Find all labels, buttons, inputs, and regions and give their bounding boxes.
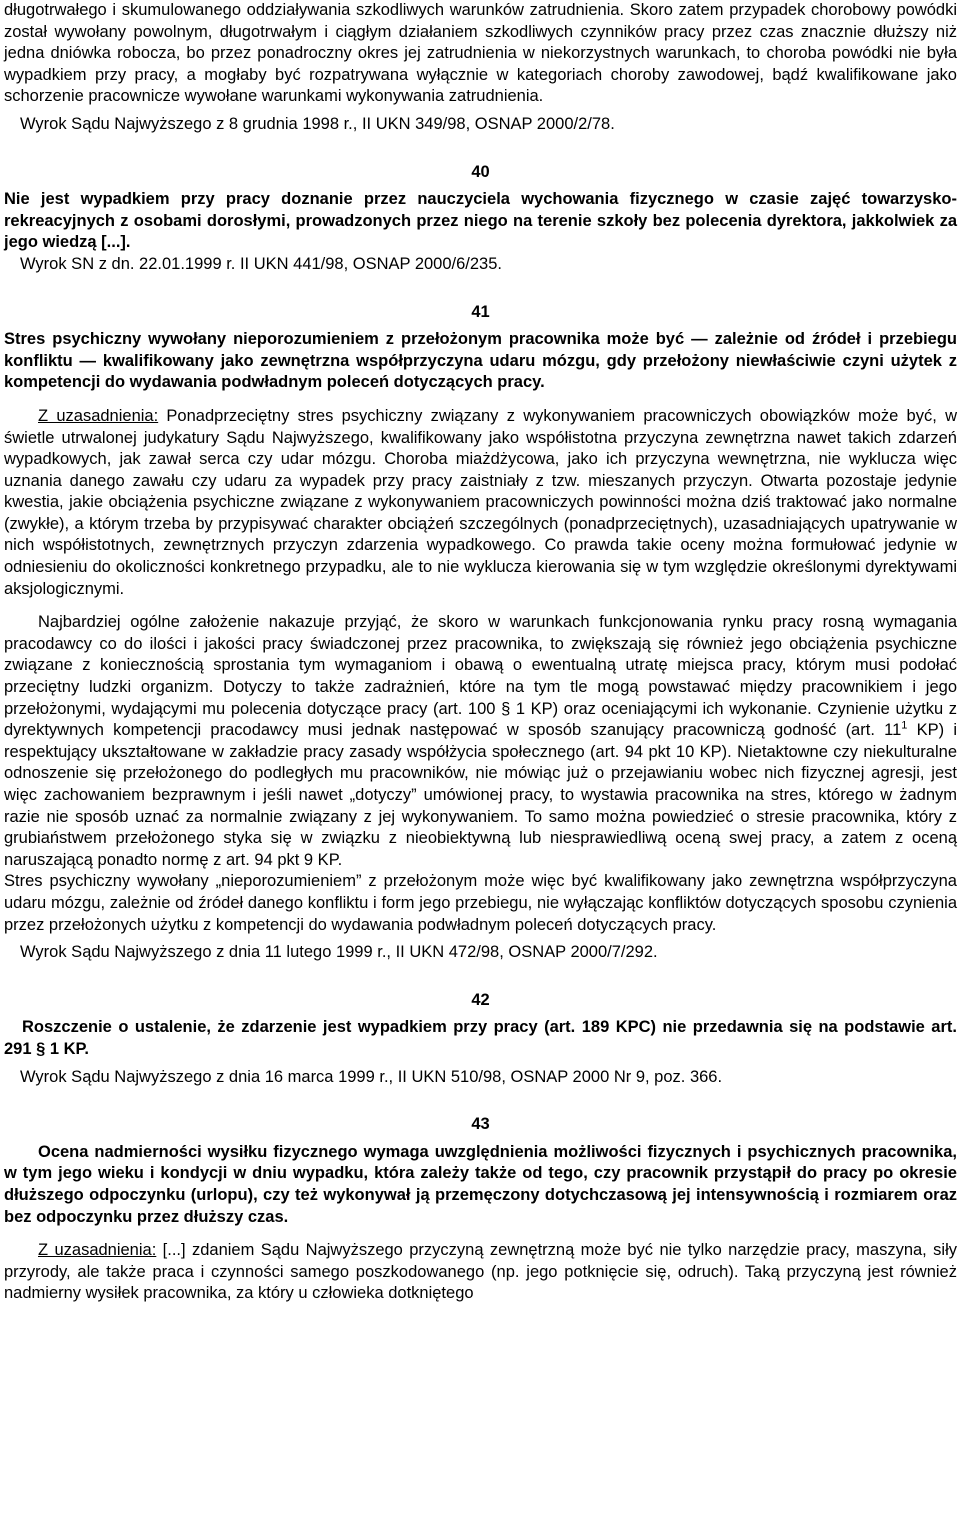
section-number-42: 42: [471, 990, 490, 1009]
paragraph-41-2a: Najbardziej ogólne założenie nakazuje przyjąć, że skoro w warunkach funkcjonowania rynku pracy rosną wymagania pracodawcy co do ilości i jakości pracy świadczonej przez pracownika, to zwiększają się również jego obciążenia psychiczne związane z koniecznością sprostania tym wymaganiom i obawą o ewentualną utratę miejsca pracy, którym musi podołać przeciętny ludzki organizm. Dotyczy to także zadrażnień, które na tym tle mogą powstawać między pracownikiem i jego przełożonymi, wydającymi mu polecenia dotyczące pracy (art. 100 § 1 KP) oraz oceniającymi ich wykonanie. Czynienie użytku z dyrektywnych kompetencji pracodawcy musi jednak następować w sposób szanujący pracowniczą godność (art. 11: [4, 613, 957, 740]
citation-41: Wyrok Sądu Najwyższego z dnia 11 lutego 1999 r., II UKN 472/98, OSNAP 2000/7/292.: [20, 943, 658, 962]
thesis-43: Ocena nadmierności wysiłku fizycznego wymaga uwzględnienia możliwości fizycznych i psychicznych pracownika, w tym jego wieku i kondycji w dniu wypadku, która zależy także od tego, czy pracownik przystąpił do pracy po okresie dłuższego odpoczynku (urlopu), czy też wykonywał ją przemęczony dotychczasową jej intensywnością i rozmiarem oraz bez odpoczynku przez dłuższy czas.: [4, 1142, 957, 1226]
reasoning-text-43: [...] zdaniem Sądu Najwyższego przyczyną zewnętrzną może być nie tylko narzędzie pracy, maszyna, siły przyrody, ale także praca i czynności samego poszkodowanego (np. jego potknięcie się, odruch). Taką przyczyną jest również nadmierny wysiłek pracownika, za który u człowieka dotkniętego: [4, 1241, 957, 1303]
paragraph-41-2: [4, 612, 957, 871]
citation-42: Wyrok Sądu Najwyższego z dnia 16 marca 1999 r., II UKN 510/98, OSNAP 2000 Nr 9, poz. 366.: [20, 1067, 723, 1086]
section-number-43: 43: [471, 1115, 490, 1134]
thesis-40: Nie jest wypadkiem przy pracy doznanie przez nauczyciela wychowania fizycznego w czasie zajęć towarzysko-rekreacyjnych z osobami dorosłymi, prowadzonych przez niego na terenie szkoły bez polecenia dyrektora, jakkolwiek za jego wiedzą [...].: [4, 190, 957, 252]
thesis-41: Stres psychiczny wywołany nieporozumieniem z przełożonym pracownika może być ― zależnie od źródeł i przebiegu konfliktu ― kwalifikowany jako zewnętrzna współprzyczyna udaru mózgu, gdy przełożony niewłaściwie czyni użytek z kompetencji do wydawania podwładnym poleceń dotyczących pracy.: [4, 330, 957, 392]
paragraph-41-3: Stres psychiczny wywołany „nieporozumieniem” z przełożonym może więc być kwalifikowany jako zewnętrzna współprzyczyna udaru mózgu, zależnie od źródeł danego konfliktu i form jego przebiegu, nie wyłączając konfliktów dotyczących sposobu czynienia przez przełożonych użytku z kompetencji do wydawania podwładnym poleceń dotyczących pracy.: [4, 872, 957, 934]
reasoning-text-41: Ponadprzeciętny stres psychiczny związany z wykonywaniem pracowniczych obowiązków może być, w świetle utrwalonej judykatury Sądu Najwyższego, kwalifikowany jako współistotna przyczyna zewnętrzna nawet takich zdarzeń wypadkowych, jak zawał serca czy udar mózgu. Choroba miażdżycowa, jako ich przyczyna wewnętrzna, nie wyklucza więc uznania danego zawału czy udaru za wypadek przy pracy zaistniały z tzw. mieszanych przyczyn. Otwarta pozostaje jedynie kwestia, jakie obciążenia psychiczne związane z wykonywaniem pracowniczych powinności można dziś traktować jako normalne (zwykłe), a którym trzeba by przypisywać charakter obciążeń szczególnych (ponadprzeciętnych), uzasadniających upatrywanie w nich współistotnych, zewnętrznych przyczyn zdarzenia wypadkowego. Co prawda takie oceny można formułować jedynie w odniesieniu do okoliczności konkretnego przypadku, ale to nie wyklucza kierowania się w tym względzie określonymi dyrektywami aksjologicznymi.: [4, 406, 957, 598]
citation-40: Wyrok SN z dn. 22.01.1999 r. II UKN 441/98, OSNAP 2000/6/235.: [20, 254, 502, 273]
superscript-11-1: 1: [901, 719, 908, 732]
section-number-41: 41: [471, 302, 490, 321]
thesis-42: Roszczenie o ustalenie, że zdarzenie jest wypadkiem przy pracy (art. 189 KPC) nie przedawnia się na podstawie art. 291 § 1 KP.: [4, 1018, 957, 1058]
reasoning-label-41: Z uzasadnienia:: [38, 406, 159, 425]
paragraph-41-2b: KP) i respektujący ukształtowane w zakładzie pracy zasady współżycia społecznego (art. 94 pkt 10 KP). Nietaktowne czy niekulturalne odnoszenie się przełożonego do podległych mu pracowników, nie mówiąc już o przejawianiu wobec nich fizycznej agresji, jest więc zachowaniem bezprawnym i jeśli nawet „dotyczy” umówionej pracy, to wystawia pracownika na stres, którego w żadnym razie nie sposób uznać za normalnie związany z jej wykonywaniem. To samo można powiedzieć o stresie pracownika, który z grubiaństwem przełożonego styka się w związku z nieobiektywną lub niesprawiedliwą oceną swej pracy, a zatem z oceną naruszającą ponadto normę z art. 94 pkt 9 KP.: [4, 721, 957, 869]
reasoning-41: [4, 406, 957, 600]
intro-citation: Wyrok Sądu Najwyższego z 8 grudnia 1998 r., II UKN 349/98, OSNAP 2000/2/78.: [20, 114, 615, 133]
section-number-40: 40: [471, 162, 490, 181]
reasoning-43: [4, 1240, 957, 1305]
intro-paragraph: długotrwałego i skumulowanego oddziaływania szkodliwych warunków zatrudnienia. Skoro zatem przypadek chorobowy powódki został wywołany powolnym, długotrwałym i ciągłym działaniem szkodliwych czynników pracy przez czas znacznie dłuższy niż jedna dniówka robocza, bo przez ponadroczny okres jej zatrudnienia w niekorzystnych warunkach, to choroba powódki nie była wypadkiem przy pracy, a mogłaby być rozpatrywana wyłącznie w kategoriach choroby zawodowej, bądź kwalifikowane jako schorzenie pracownicze wywołane warunkami wykonywania zatrudnienia.: [4, 1, 957, 106]
reasoning-label-43: Z uzasadnienia:: [38, 1241, 157, 1260]
